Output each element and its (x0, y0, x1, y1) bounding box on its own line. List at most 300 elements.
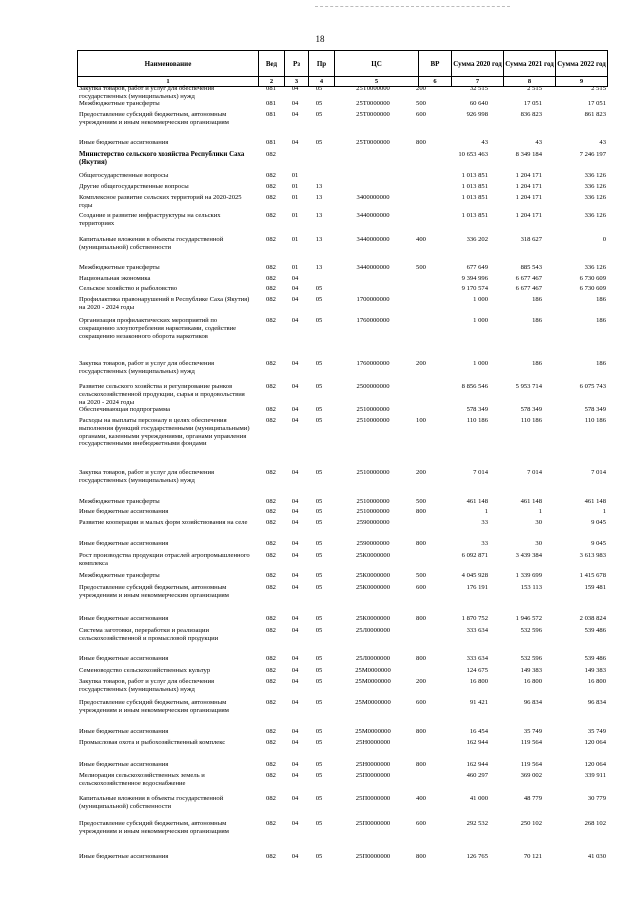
row-cs: 25К0000000 (355, 552, 391, 559)
row-cs: 25Т0000000 (356, 111, 390, 118)
row-cs: 25М0000000 (355, 699, 391, 706)
row-y1: 292 532 (466, 820, 488, 827)
row-name: Система заготовки, переработки и реализации сельскохозяйственной и промысловой продукции (79, 627, 219, 642)
row-y2: 5 953 714 (515, 383, 542, 390)
row-y1: 41 000 (469, 795, 488, 802)
row-pr: 05 (315, 540, 323, 547)
header-sum-2020: Сумма 2020 год (451, 51, 503, 76)
row-y1: 1 000 (473, 360, 488, 367)
row-name: Иные бюджетные ассигнования (79, 540, 169, 547)
column-number: 5 (334, 77, 418, 86)
row-name: Комплексное развитие сельских территорий на 2020-2025 годы (79, 194, 242, 209)
row-y2: 119 564 (520, 739, 542, 746)
header-name: Наименование (77, 51, 258, 76)
row-cs: 3440000000 (356, 212, 390, 219)
row-name: Национальная экономика (79, 275, 151, 282)
row-y1: 162 944 (466, 739, 488, 746)
row-name: Иные бюджетные ассигнования (79, 615, 169, 622)
row-cs: 25Т0000000 (356, 100, 390, 107)
page-number: 18 (315, 34, 325, 44)
row-pr: 05 (315, 584, 323, 591)
row-ved: 082 (266, 406, 276, 413)
row-y2: 885 543 (520, 264, 542, 271)
row-y2: 2 515 (527, 85, 542, 92)
row-y3: 6 730 609 (579, 285, 606, 292)
row-y1: 677 649 (466, 264, 488, 271)
row-pr: 05 (315, 296, 323, 303)
row-ved: 081 (266, 139, 276, 146)
row-vr: 800 (416, 655, 426, 662)
row-ved: 082 (266, 627, 276, 634)
row-vr: 500 (416, 498, 426, 505)
row-y3: 9 045 (591, 540, 606, 547)
row-cs: 25Т0000000 (356, 139, 390, 146)
row-y2: 578 349 (520, 406, 542, 413)
row-pr: 05 (315, 417, 323, 424)
row-cs: 25П0000000 (355, 853, 391, 860)
row-name: Иные бюджетные ассигнования (79, 139, 169, 146)
row-cs: 25П0000000 (355, 795, 391, 802)
row-vr: 800 (416, 615, 426, 622)
row-ved: 082 (266, 519, 276, 526)
row-ved: 082 (266, 383, 276, 390)
row-cs: 3440000000 (356, 236, 390, 243)
row-y1: 124 675 (466, 667, 488, 674)
row-pr: 05 (315, 139, 323, 146)
row-y3: 41 030 (587, 853, 606, 860)
row-cs: 25М0000000 (355, 678, 391, 685)
row-vr: 600 (416, 584, 426, 591)
row-ved: 082 (266, 151, 276, 158)
row-cs: 2510000000 (356, 508, 390, 515)
row-y1: 1 (484, 508, 488, 515)
row-name: Другие общегосударственные вопросы (79, 183, 189, 190)
row-pr: 05 (315, 678, 323, 685)
row-rz: 04 (291, 317, 299, 324)
row-y2: 186 (532, 360, 542, 367)
row-y1: 126 765 (466, 853, 488, 860)
row-y3: 1 415 678 (579, 572, 606, 579)
row-rz: 04 (291, 678, 299, 685)
row-vr: 200 (416, 469, 426, 476)
row-y3: 861 823 (584, 111, 606, 118)
row-y3: 339 911 (584, 772, 606, 779)
row-y2: 532 596 (520, 627, 542, 634)
row-y3: 6 730 609 (579, 275, 606, 282)
row-y2: 17 051 (523, 100, 542, 107)
scan-top-edge (315, 6, 510, 7)
row-ved: 082 (266, 212, 276, 219)
row-ved: 082 (266, 236, 276, 243)
row-rz: 04 (291, 469, 299, 476)
row-y3: 336 126 (584, 212, 606, 219)
row-rz: 04 (291, 615, 299, 622)
row-y2: 1 (538, 508, 542, 515)
header-rz: Рз (284, 51, 308, 76)
row-pr: 05 (315, 820, 323, 827)
row-y3: 43 (599, 139, 606, 146)
row-name: Рост производства продукции отраслей агропромышленного комплекса (79, 552, 250, 567)
row-y3: 7 246 197 (579, 151, 606, 158)
row-rz: 04 (291, 820, 299, 827)
column-number: 9 (555, 77, 608, 86)
row-ved: 082 (266, 275, 276, 282)
row-name: Иные бюджетные ассигнования (79, 728, 169, 735)
row-y1: 9 170 574 (461, 285, 488, 292)
row-vr: 500 (416, 100, 426, 107)
row-y2: 1 204 171 (515, 212, 542, 219)
row-rz: 04 (291, 572, 299, 579)
row-rz: 04 (291, 655, 299, 662)
row-name: Межбюджетные трансферты (79, 498, 160, 505)
row-name: Межбюджетные трансферты (79, 100, 160, 107)
row-name: Сельское хозяйство и рыболовство (79, 285, 178, 292)
row-y2: 1 204 171 (515, 194, 542, 201)
row-y3: 336 126 (584, 183, 606, 190)
row-name: Развитие сельского хозяйства и регулирование рынков сельскохозяйственной продукции, сырья и продовольствия на 2020 - 2024 годы (79, 383, 245, 406)
row-cs: 2510000000 (356, 406, 390, 413)
row-y3: 17 051 (587, 100, 606, 107)
row-y2: 16 800 (523, 678, 542, 685)
row-y3: 35 749 (587, 728, 606, 735)
row-y3: 110 186 (584, 417, 606, 424)
row-ved: 082 (266, 739, 276, 746)
row-y3: 0 (602, 236, 606, 243)
row-pr: 05 (315, 627, 323, 634)
row-y2: 1 339 699 (515, 572, 542, 579)
row-cs: 25Л0000000 (355, 627, 391, 634)
row-cs: 25К0000000 (355, 572, 391, 579)
row-pr: 05 (315, 406, 323, 413)
header-ved: Вед (258, 51, 284, 76)
row-rz: 04 (291, 360, 299, 367)
row-y2: 6 677 467 (515, 285, 542, 292)
row-rz: 04 (291, 584, 299, 591)
row-pr: 05 (315, 552, 323, 559)
row-name: Закупка товаров, работ и услуг для обеспечения государственных (муниципальных) нужд (79, 85, 215, 100)
row-pr: 05 (315, 360, 323, 367)
row-y1: 1 013 851 (461, 194, 488, 201)
column-number: 4 (308, 77, 334, 86)
row-y1: 8 856 546 (461, 383, 488, 390)
row-name: Предоставление субсидий бюджетным, автономным учреждениям и иным некоммерческим организациям (79, 584, 229, 599)
row-pr: 05 (315, 761, 323, 768)
header-sum-2021: Сумма 2021 год (503, 51, 555, 76)
header-pr: Пр (308, 51, 334, 76)
row-pr: 05 (315, 795, 323, 802)
row-name: Капитальные вложения в объекты государственной (муниципальной) собственности (79, 236, 224, 251)
column-number: 3 (284, 77, 308, 86)
row-ved: 082 (266, 853, 276, 860)
row-pr: 05 (315, 615, 323, 622)
row-y2: 3 439 384 (515, 552, 542, 559)
row-y1: 91 421 (469, 699, 488, 706)
row-cs: 2510000000 (356, 498, 390, 505)
row-vr: 600 (416, 820, 426, 827)
row-pr: 05 (315, 699, 323, 706)
column-number: 8 (503, 77, 555, 86)
row-y3: 96 834 (587, 699, 606, 706)
row-vr: 400 (416, 795, 426, 802)
row-name: Мелиорация сельскохозяйственных земель и сельскохозяйственное водоснабжение (79, 772, 205, 787)
row-y3: 1 (602, 508, 606, 515)
row-rz: 04 (291, 795, 299, 802)
row-ved: 082 (266, 761, 276, 768)
row-y1: 1 870 752 (461, 615, 488, 622)
row-ved: 082 (266, 655, 276, 662)
row-y1: 461 148 (466, 498, 488, 505)
row-y3: 9 045 (591, 519, 606, 526)
row-y1: 10 653 463 (458, 151, 488, 158)
row-pr: 05 (315, 508, 323, 515)
row-rz: 01 (291, 172, 299, 179)
row-y1: 9 394 996 (461, 275, 488, 282)
row-cs: 25К0000000 (355, 615, 391, 622)
row-rz: 04 (291, 508, 299, 515)
row-pr: 13 (315, 194, 323, 201)
row-y1: 1 000 (473, 317, 488, 324)
row-ved: 082 (266, 498, 276, 505)
row-ved: 081 (266, 100, 276, 107)
row-rz: 04 (291, 552, 299, 559)
row-pr: 05 (315, 498, 323, 505)
column-number: 6 (418, 77, 451, 86)
row-rz: 04 (291, 498, 299, 505)
row-rz: 04 (291, 667, 299, 674)
row-ved: 082 (266, 183, 276, 190)
row-pr: 05 (315, 317, 323, 324)
row-rz: 01 (291, 183, 299, 190)
row-y1: 333 634 (466, 627, 488, 634)
row-pr: 13 (315, 183, 323, 190)
row-y1: 1 013 851 (461, 172, 488, 179)
row-pr: 05 (315, 772, 323, 779)
column-number: 7 (451, 77, 503, 86)
row-name: Общегосударственные вопросы (79, 172, 169, 179)
row-rz: 04 (291, 739, 299, 746)
row-pr: 13 (315, 212, 323, 219)
row-rz: 04 (291, 275, 299, 282)
row-vr: 400 (416, 236, 426, 243)
row-y2: 35 749 (523, 728, 542, 735)
row-vr: 800 (416, 540, 426, 547)
row-y3: 461 148 (584, 498, 606, 505)
row-y2: 149 383 (520, 667, 542, 674)
row-cs: 25П0000000 (355, 820, 391, 827)
table-header (77, 50, 608, 77)
row-y3: 186 (596, 317, 606, 324)
row-y1: 16 800 (469, 678, 488, 685)
row-rz: 04 (291, 772, 299, 779)
row-y2: 48 779 (523, 795, 542, 802)
row-ved: 082 (266, 360, 276, 367)
row-ved: 082 (266, 772, 276, 779)
row-pr: 05 (315, 728, 323, 735)
row-pr: 05 (315, 667, 323, 674)
row-name: Иные бюджетные ассигнования (79, 655, 169, 662)
row-ved: 082 (266, 508, 276, 515)
row-y3: 539 486 (584, 655, 606, 662)
row-name: Создание и развитие инфраструктуры на сельских территориях (79, 212, 221, 227)
row-name: Иные бюджетные ассигнования (79, 508, 169, 515)
row-y3: 2 038 824 (579, 615, 606, 622)
row-y1: 6 092 871 (461, 552, 488, 559)
row-ved: 082 (266, 469, 276, 476)
row-y1: 1 013 851 (461, 212, 488, 219)
column-number: 2 (258, 77, 284, 86)
row-name: Организация профилактических мероприятий по сокращению злоупотребления наркотиками, содействие сокращению незаконного оборота наркотиков (79, 317, 237, 340)
row-name: Закупка товаров, работ и услуг для обеспечения государственных (муниципальных) нужд (79, 678, 215, 693)
row-y1: 16 454 (469, 728, 488, 735)
row-rz: 01 (291, 264, 299, 271)
row-rz: 04 (291, 761, 299, 768)
row-name: Обеспечивающая подпрограмма (79, 406, 171, 413)
row-rz: 04 (291, 417, 299, 424)
row-cs: 1760000000 (356, 317, 390, 324)
row-y3: 186 (596, 360, 606, 367)
row-pr: 05 (315, 572, 323, 579)
row-name: Профилактика правонарушений в Республике Саха (Якутия) на 2020 - 2024 годы (79, 296, 250, 311)
row-pr: 05 (315, 739, 323, 746)
row-name: Капитальные вложения в объекты государственной (муниципальной) собственности (79, 795, 224, 810)
row-y2: 119 564 (520, 761, 542, 768)
row-y2: 43 (535, 139, 542, 146)
row-y1: 43 (481, 139, 488, 146)
row-y1: 60 640 (469, 100, 488, 107)
row-ved: 082 (266, 285, 276, 292)
row-y3: 3 613 983 (579, 552, 606, 559)
row-y1: 176 191 (466, 584, 488, 591)
row-name: Развитие кооперации и малых форм хозяйствования на селе (79, 519, 248, 526)
row-ved: 082 (266, 667, 276, 674)
row-y2: 186 (532, 317, 542, 324)
row-cs: 25Н0000000 (355, 761, 391, 768)
row-ved: 082 (266, 264, 276, 271)
row-vr: 500 (416, 264, 426, 271)
row-y1: 110 186 (466, 417, 488, 424)
row-pr: 05 (315, 100, 323, 107)
budget-table (77, 50, 608, 860)
row-cs: 2510000000 (356, 417, 390, 424)
row-cs: 2590000000 (356, 540, 390, 547)
row-pr: 05 (315, 519, 323, 526)
row-y3: 2 515 (591, 85, 606, 92)
row-y2: 461 148 (520, 498, 542, 505)
row-ved: 082 (266, 194, 276, 201)
row-y2: 153 113 (520, 584, 542, 591)
row-y2: 369 002 (520, 772, 542, 779)
row-ved: 082 (266, 572, 276, 579)
row-ved: 082 (266, 172, 276, 179)
row-y1: 7 014 (473, 469, 488, 476)
row-name: Иные бюджетные ассигнования (79, 853, 169, 860)
row-pr: 05 (315, 469, 323, 476)
row-rz: 04 (291, 406, 299, 413)
row-ved: 082 (266, 540, 276, 547)
row-name: Расходы на выплаты персоналу в целях обеспечения выполнения функций государственными (муниципальными) органами, казенными учреждениями, органами управления государственными внебюджетными фондами (79, 417, 250, 448)
row-ved: 082 (266, 678, 276, 685)
row-y2: 7 014 (527, 469, 542, 476)
row-ved: 082 (266, 699, 276, 706)
row-y2: 8 349 184 (515, 151, 542, 158)
row-cs: 3400000000 (356, 194, 390, 201)
row-name: Предоставление субсидий бюджетным, автономным учреждениям и иным некоммерческим организациям (79, 111, 229, 126)
row-pr: 13 (315, 264, 323, 271)
row-ved: 082 (266, 296, 276, 303)
row-pr: 05 (315, 85, 323, 92)
row-name: Министерство сельского хозяйства Республики Саха (Якутия) (79, 151, 245, 166)
row-y3: 30 779 (587, 795, 606, 802)
row-y3: 186 (596, 296, 606, 303)
row-y1: 333 634 (466, 655, 488, 662)
row-y1: 33 (481, 519, 488, 526)
row-y2: 836 823 (520, 111, 542, 118)
row-rz: 04 (291, 627, 299, 634)
row-name: Семеноводство сельскохозяйственных культур (79, 667, 211, 674)
row-ved: 082 (266, 584, 276, 591)
row-y2: 30 (535, 519, 542, 526)
row-pr: 05 (315, 853, 323, 860)
row-y2: 1 204 171 (515, 183, 542, 190)
row-y3: 336 126 (584, 172, 606, 179)
row-vr: 600 (416, 699, 426, 706)
row-cs: 25М0000000 (355, 667, 391, 674)
row-cs: 25П0000000 (355, 772, 391, 779)
row-y2: 110 186 (520, 417, 542, 424)
row-y1: 1 000 (473, 296, 488, 303)
row-cs: 25К0000000 (355, 584, 391, 591)
header-cs: ЦС (334, 51, 418, 76)
row-vr: 200 (416, 85, 426, 92)
row-rz: 04 (291, 853, 299, 860)
row-cs: 1700000000 (356, 296, 390, 303)
row-rz: 04 (291, 85, 299, 92)
row-rz: 01 (291, 212, 299, 219)
row-ved: 081 (266, 85, 276, 92)
row-ved: 082 (266, 615, 276, 622)
row-rz: 04 (291, 285, 299, 292)
row-y2: 1 946 572 (515, 615, 542, 622)
row-ved: 082 (266, 317, 276, 324)
row-cs: 2510000000 (356, 469, 390, 476)
header-sum-2022: Сумма 2022 год (555, 51, 608, 76)
row-y2: 1 204 171 (515, 172, 542, 179)
row-y2: 532 596 (520, 655, 542, 662)
row-rz: 01 (291, 194, 299, 201)
row-pr: 05 (315, 655, 323, 662)
row-pr: 05 (315, 111, 323, 118)
row-vr: 100 (416, 417, 426, 424)
row-ved: 081 (266, 111, 276, 118)
row-y3: 159 481 (584, 584, 606, 591)
row-ved: 082 (266, 728, 276, 735)
row-name: Межбюджетные трансферты (79, 264, 160, 271)
row-ved: 082 (266, 417, 276, 424)
row-name: Промысловая охота и рыбохозяйственный комплекс (79, 739, 226, 746)
row-rz: 04 (291, 111, 299, 118)
column-number: 1 (77, 77, 258, 86)
row-y2: 318 627 (520, 236, 542, 243)
row-y3: 6 075 743 (579, 383, 606, 390)
row-name: Предоставление субсидий бюджетным, автономным учреждениям и иным некоммерческим организациям (79, 699, 229, 714)
row-vr: 800 (416, 508, 426, 515)
row-vr: 800 (416, 853, 426, 860)
row-name: Иные бюджетные ассигнования (79, 761, 169, 768)
row-y3: 578 349 (584, 406, 606, 413)
row-rz: 04 (291, 383, 299, 390)
row-cs: 25Т0000000 (356, 85, 390, 92)
row-rz: 04 (291, 540, 299, 547)
